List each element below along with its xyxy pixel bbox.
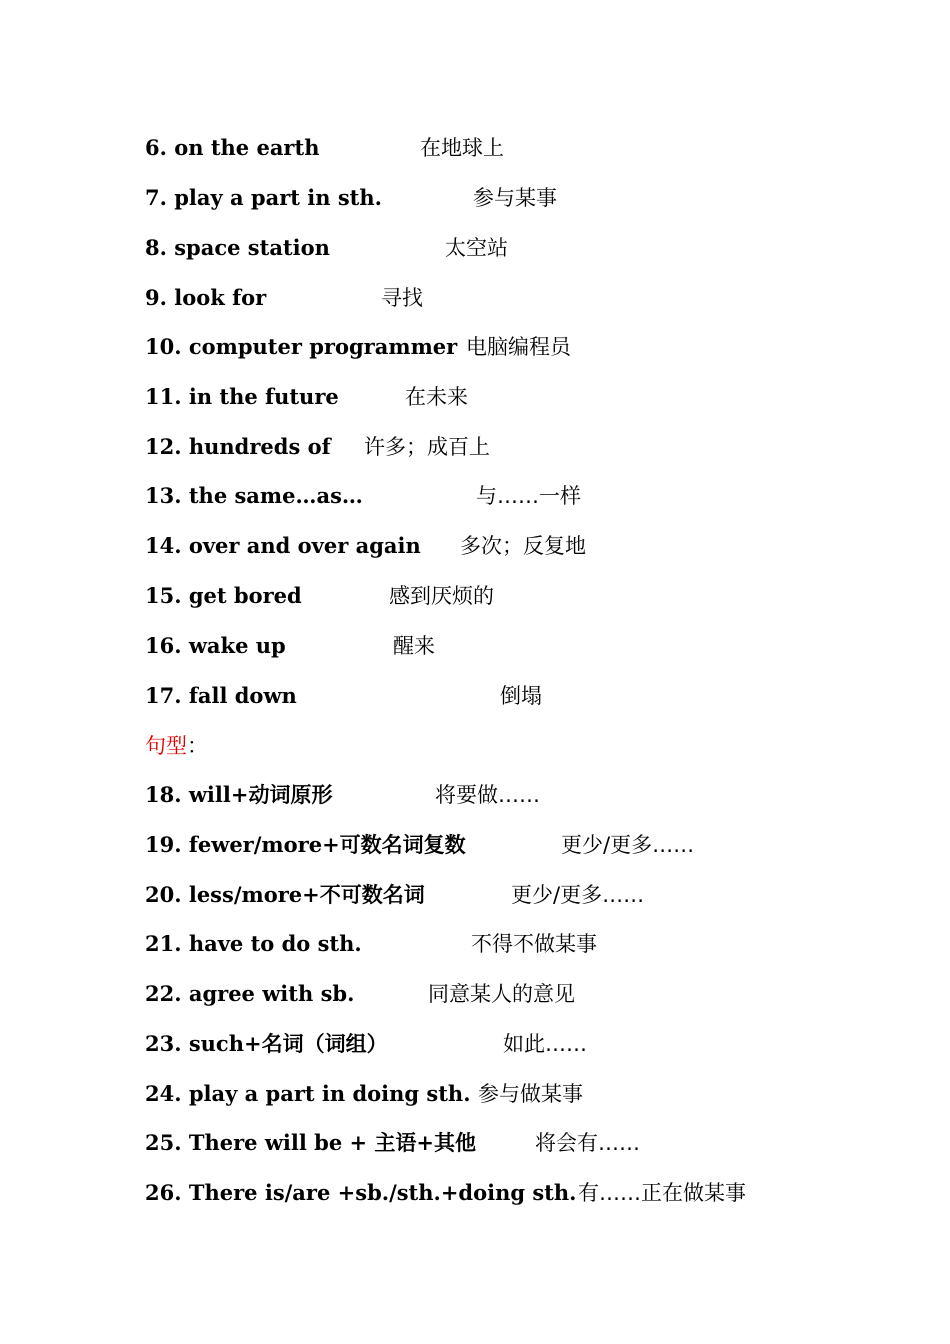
phrase-english: 15. get bored <box>145 583 302 608</box>
phrase-english: 17. fall down <box>145 683 297 708</box>
sentence-english: 22. agree with sb. <box>145 981 355 1006</box>
sentence-chinese: 有……正在做某事 <box>578 1181 746 1205</box>
sentence-english: 20. less/more+不可数名词 <box>145 882 425 907</box>
phrase-chinese: 与……一样 <box>476 484 581 508</box>
sentence-chinese: 参与做某事 <box>478 1082 583 1106</box>
phrase-english: 13. the same…as… <box>145 483 363 508</box>
sentence-chinese: 更少/更多…… <box>511 883 645 907</box>
sentence-english: 18. will+动词原形 <box>145 782 333 807</box>
phrase-english: 6. on the earth <box>145 135 320 160</box>
phrase-chinese: 感到厌烦的 <box>389 584 494 608</box>
section-colon: ： <box>187 734 208 758</box>
phrase-chinese: 多次；反复地 <box>460 534 586 558</box>
phrase-chinese: 在地球上 <box>420 136 504 160</box>
sentence-english: 19. fewer/more+可数名词复数 <box>145 832 466 857</box>
phrase-english: 12. hundreds of <box>145 434 331 459</box>
sentence-chinese: 将要做…… <box>435 783 540 807</box>
section-heading <box>145 731 208 761</box>
phrase-chinese: 寻找 <box>381 286 423 310</box>
phrase-english: 9. look for <box>145 285 267 310</box>
phrase-english: 7. play a part in sth. <box>145 185 382 210</box>
phrase-english: 11. in the future <box>145 384 339 409</box>
phrase-english: 16. wake up <box>145 633 286 658</box>
sentence-chinese: 同意某人的意见 <box>428 982 575 1006</box>
phrase-chinese: 许多；成百上 <box>364 435 490 459</box>
phrase-chinese: 太空站 <box>445 236 508 260</box>
sentence-chinese: 如此…… <box>503 1032 587 1056</box>
sentence-english: 21. have to do sth. <box>145 931 362 956</box>
phrase-chinese: 醒来 <box>393 634 435 658</box>
phrase-english: 8. space station <box>145 235 330 260</box>
sentence-english: 24. play a part in doing sth. <box>145 1081 471 1106</box>
sentence-chinese: 将会有…… <box>535 1131 640 1155</box>
sentence-chinese: 不得不做某事 <box>471 932 597 956</box>
phrase-chinese: 在未来 <box>405 385 468 409</box>
phrase-chinese: 电脑编程员 <box>466 335 571 359</box>
sentence-english: 23. such+名词（词组） <box>145 1031 388 1056</box>
phrase-chinese: 倒塌 <box>500 684 542 708</box>
sentence-chinese: 更少/更多…… <box>561 833 695 857</box>
phrase-english: 14. over and over again <box>145 533 421 558</box>
sentence-english: 25. There will be + 主语+其他 <box>145 1130 477 1155</box>
section-label: 句型 <box>145 734 187 758</box>
phrase-english: 10. computer programmer <box>145 334 458 359</box>
phrase-chinese: 参与某事 <box>473 186 557 210</box>
sentence-english: 26. There is/are +sb./sth.+doing sth. <box>145 1180 577 1205</box>
